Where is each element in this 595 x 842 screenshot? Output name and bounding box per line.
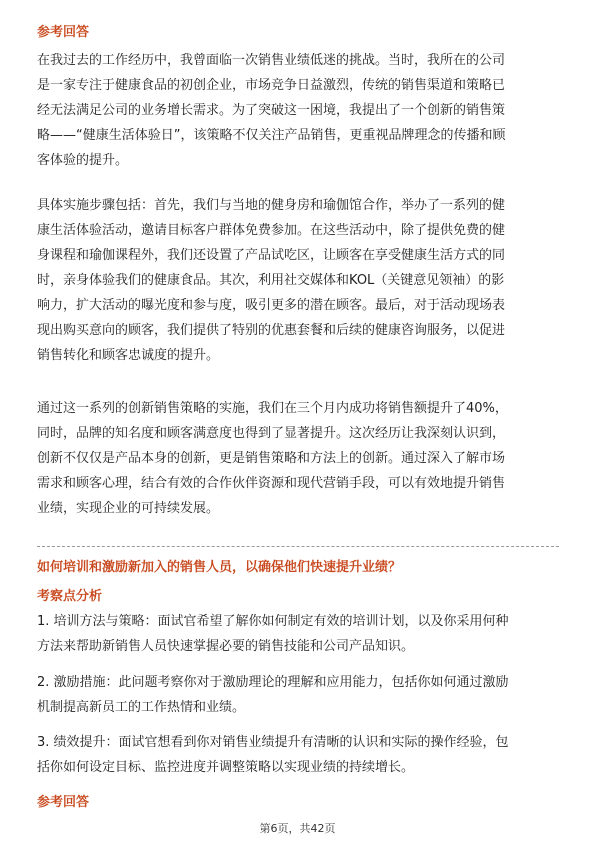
analysis-item-3: [37, 730, 567, 780]
text-line: 通过这一系列的创新销售策略的实施，我们在三个月内成功将销售额提升了40%，: [37, 401, 508, 416]
text-line: 康生活体验活动，邀请目标客户群体免费参加。在这些活动中，除了提供免费的健: [37, 223, 506, 238]
analysis-item-2: [37, 670, 567, 720]
text-line: 1. 培训方法与策略：面试官希望了解你如何制定有效的培训计划，以及你采用何种: [37, 614, 509, 629]
text-line: 需求和顾客心理，结合有效的合作伙伴资源和现代营销手段，可以有效地提升销售: [37, 476, 506, 491]
analysis-heading: 考察点分析: [37, 589, 103, 604]
page-number: 第6页，共42页: [259, 822, 336, 835]
text-line: 具体实施步骤包括：首先，我们与当地的健身房和瑜伽馆合作，举办了一系列的健: [37, 198, 506, 213]
text-line: 略——“健康生活体验日”，该策略不仅关注产品销售，更重视品牌理念的传播和顾: [37, 128, 506, 143]
text-line: 客体验的提升。: [37, 153, 129, 168]
text-line: 括你如何设定目标、监控进度并调整策略以实现业绩的持续增长。: [37, 760, 415, 775]
text-line: 同时，品牌的知名度和顾客满意度也得到了显著提升。这次经历让我深刻认识到，: [37, 426, 506, 441]
text-line: 机制提高新员工的工作热情和业绩。: [37, 700, 246, 715]
text-line: 业绩，实现企业的可持续发展。: [37, 501, 220, 516]
text-line: 在我过去的工作经历中，我曾面临一次销售业绩低迷的挑战。当时，我所在的公司: [37, 53, 506, 68]
text-line: 现出购买意向的顾客，我们提供了特别的优惠套餐和后续的健康咨询服务，以促进: [37, 323, 506, 338]
text-line: 身课程和瑜伽课程外，我们还设置了产品试吃区，让顾客在享受健康生活方式的同: [37, 248, 506, 263]
section-divider: [37, 546, 559, 547]
text-line: 经无法满足公司的业务增长需求。为了突破这一困境，我提出了一个创新的销售策: [37, 103, 506, 118]
reference-answer-heading-2: 参考回答: [37, 795, 90, 810]
text-line: 2. 激励措施：此问题考察你对于激励理论的理解和应用能力，包括你如何通过激励: [37, 675, 509, 690]
text-line: 创新不仅仅是产品本身的创新，更是销售策略和方法上的创新。通过深入了解市场: [37, 451, 506, 466]
answer-paragraph-2: [37, 193, 567, 368]
answer-paragraph-1: [37, 48, 567, 173]
answer-paragraph-3: [37, 396, 567, 521]
analysis-item-1: [37, 609, 567, 659]
text-line: 3. 绩效提升：面试官想看到你对销售业绩提升有清晰的认识和实际的操作经验，包: [37, 735, 509, 750]
text-line: 响力，扩大活动的曝光度和参与度，吸引更多的潜在顾客。最后，对于活动现场表: [37, 298, 506, 313]
text-line: 时，亲身体验我们的健康食品。其次，利用社交媒体和KOL（关键意见领袖）的影: [37, 273, 505, 288]
reference-answer-heading: 参考回答: [37, 25, 90, 40]
text-line: 销售转化和顾客忠诚度的提升。: [37, 348, 220, 363]
interview-question: 如何培训和激励新加入的销售人员，以确保他们快速提升业绩？: [37, 560, 402, 575]
text-line: 方法来帮助新销售人员快速掌握必要的销售技能和公司产品知识。: [37, 639, 415, 654]
text-line: 是一家专注于健康食品的初创企业，市场竞争日益激烈，传统的销售渠道和策略已: [37, 78, 506, 93]
